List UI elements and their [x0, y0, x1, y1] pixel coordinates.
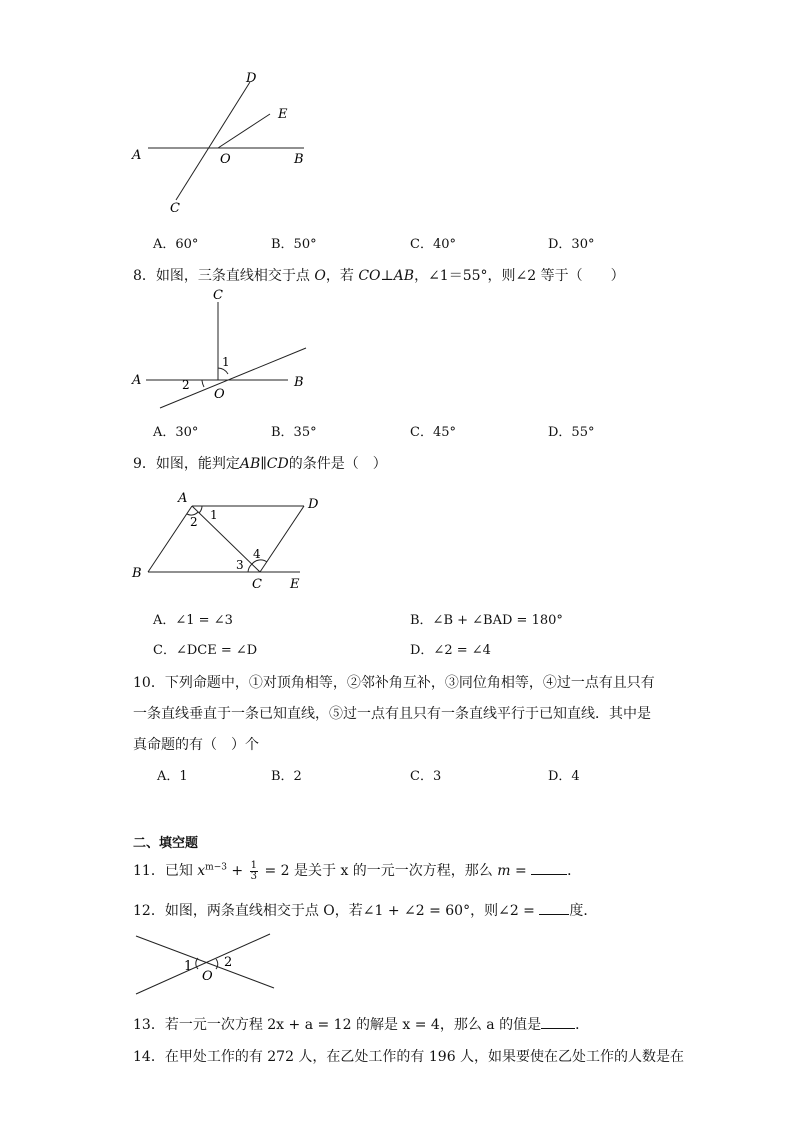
label-o: O [202, 969, 213, 984]
label-b: B [132, 566, 142, 581]
q7-option-d[interactable]: D．30° [548, 237, 595, 252]
q7-figure [128, 66, 328, 218]
q11-base: x [197, 863, 206, 879]
angle-2-arc [216, 959, 218, 969]
q9-condition: AB∥CD [239, 456, 289, 472]
q10-line-3: 真命题的有（ ）个 [133, 737, 259, 753]
q7-option-a[interactable]: A．60° [153, 237, 199, 252]
label-4: 4 [253, 547, 261, 561]
q13-question [133, 1014, 589, 1034]
q9-figure [128, 484, 328, 594]
q10-option-c[interactable]: C．3 [410, 769, 442, 784]
q12-text: 12．如图，两条直线相交于点 O，若∠1 + ∠2 = 60°，则∠2 = [133, 903, 540, 919]
angle-3-arc [248, 564, 252, 572]
q8-question [133, 265, 625, 285]
label-b: B [294, 375, 304, 390]
label-o: O [214, 387, 225, 402]
q8-figure [128, 286, 328, 412]
q11-answer-blank[interactable] [531, 861, 567, 875]
q13-text: 13．若一元一次方程 2x + a = 12 的解是 x = 4，那么 a 的值是 [133, 1017, 542, 1033]
q8-option-b[interactable]: B．35° [271, 425, 317, 440]
q13-end: ． [575, 1017, 590, 1033]
q7-option-b[interactable]: B．50° [271, 237, 317, 252]
label-d: D [308, 497, 319, 512]
line-ab [148, 506, 192, 572]
q11-end: ． [567, 863, 582, 879]
label-e: E [278, 107, 288, 122]
q8-option-c[interactable]: C．45° [410, 425, 456, 440]
label-c: C [170, 201, 180, 216]
q11-tail: = [510, 863, 532, 879]
label-a: A [132, 373, 142, 388]
label-1: 1 [210, 508, 218, 522]
q11-fraction [250, 861, 258, 882]
line-ac [192, 506, 260, 572]
q8-text-pre: 如图，三条直线相交于点 [155, 268, 315, 284]
label-e: E [290, 577, 300, 592]
q8-option-d[interactable]: D．55° [548, 425, 595, 440]
q10-option-a[interactable]: A．1 [157, 769, 188, 784]
q8-text-mid2: ，∠1＝55°，则∠2 等于（ ） [414, 268, 625, 284]
q12-figure [130, 928, 280, 1000]
label-a: A [178, 491, 188, 506]
label-1: 1 [184, 959, 193, 974]
q8-number: 8． [133, 268, 156, 284]
q10-option-b[interactable]: B．2 [271, 769, 302, 784]
line-oe [218, 114, 270, 148]
q11-var: m [497, 863, 511, 879]
angle-2-arc [202, 380, 204, 387]
line-cd [176, 82, 250, 200]
q12-end: 度． [569, 903, 598, 919]
q11-exponent: m−3 [205, 862, 227, 873]
q13-answer-blank[interactable] [541, 1015, 575, 1029]
label-c: C [213, 288, 223, 303]
label-b: B [294, 152, 304, 167]
line-2 [136, 934, 270, 994]
q11-frac-num: 1 [250, 859, 257, 871]
section-heading: 二、填空题 [133, 836, 199, 851]
q12-question [133, 900, 597, 920]
label-a: A [132, 148, 142, 163]
label-1: 1 [222, 355, 230, 369]
q11-number: 11．已知 [133, 863, 198, 879]
q10-option-d[interactable]: D．4 [548, 769, 580, 784]
q9-option-d[interactable]: D．∠2 = ∠4 [410, 643, 491, 658]
q11-plus: + [226, 863, 248, 879]
q9-option-c[interactable]: C．∠DCE = ∠D [153, 643, 258, 658]
q10-line-2: 一条直线垂直于一条已知直线，⑤过一点有且只有一条直线平行于已知直线．其中是 [133, 706, 651, 722]
label-3: 3 [236, 558, 244, 572]
q9-option-a[interactable]: A．∠1 = ∠3 [153, 613, 233, 628]
q9-text-pre: 如图，能判定 [155, 456, 240, 472]
q9-text-post: 的条件是（ ） [288, 456, 387, 472]
q12-answer-blank[interactable] [539, 901, 569, 915]
label-d: D [246, 71, 257, 86]
label-2: 2 [224, 955, 233, 970]
q9-option-b[interactable]: B．∠B + ∠BAD = 180° [410, 613, 563, 628]
angle-1-arc [199, 506, 202, 513]
label-2: 2 [182, 378, 190, 392]
q8-condition: CO⊥AB [358, 268, 415, 284]
label-c: C [252, 577, 262, 592]
q8-point: O [314, 268, 326, 284]
q11-eq: = 2 是关于 x 的一元一次方程，那么 [260, 863, 498, 879]
q11-frac-den: 3 [250, 870, 257, 882]
q9-number: 9． [133, 456, 156, 472]
label-o: O [220, 152, 231, 167]
q10-line-1: 10．下列命题中，①对顶角相等，②邻补角互补，③同位角相等，④过一点有且只有 [133, 675, 655, 691]
q9-question [133, 453, 387, 473]
q8-option-a[interactable]: A．30° [153, 425, 199, 440]
q7-option-c[interactable]: C．40° [410, 237, 456, 252]
label-2: 2 [190, 515, 198, 529]
q11-question [133, 860, 581, 882]
q8-text-mid: ，若 [325, 268, 359, 284]
q14-question: 14．在甲处工作的有 272 人，在乙处工作的有 196 人，如果要使在乙处工作的人数是在 [133, 1049, 685, 1065]
